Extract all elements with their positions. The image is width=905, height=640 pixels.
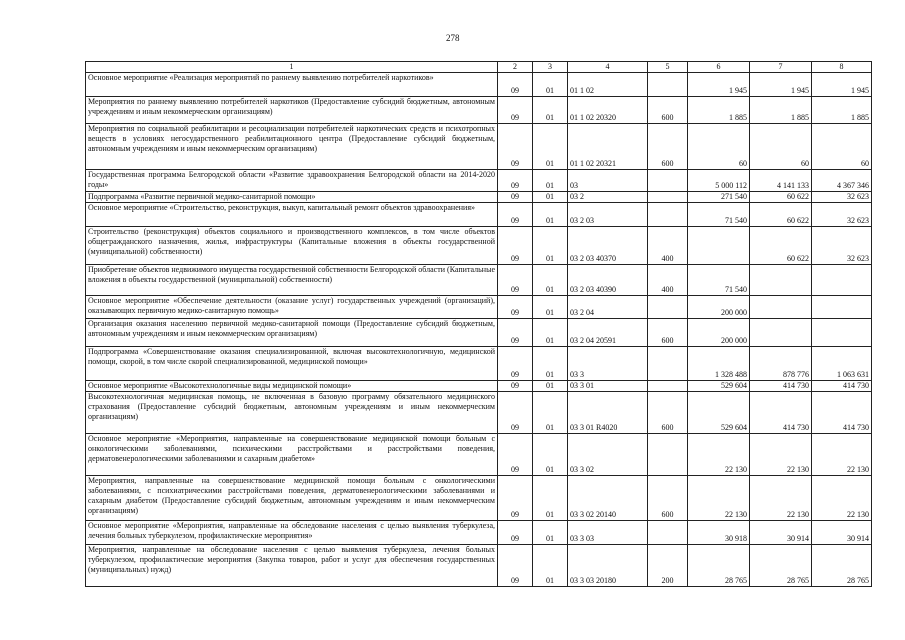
- table-row: [86, 170, 872, 192]
- cell-c5: 200: [648, 545, 688, 587]
- cell-c8: 4 367 346: [812, 170, 872, 192]
- cell-c3: 01: [533, 381, 568, 392]
- column-header: 1: [86, 62, 498, 73]
- cell-c3: 01: [533, 392, 568, 434]
- table-row: [86, 296, 872, 319]
- cell-c7: [750, 265, 812, 296]
- cell-c4: 03 3 03: [568, 521, 648, 545]
- cell-c8: 22 130: [812, 434, 872, 476]
- row-name: Основное мероприятие «Строительство, реконструкция, выкуп, капитальный ремонт объектов здравоохранения»: [86, 203, 498, 227]
- cell-c5: 600: [648, 124, 688, 170]
- cell-c8: 1 945: [812, 73, 872, 97]
- cell-c8: 1 063 631: [812, 347, 872, 381]
- cell-c6: 30 918: [688, 521, 750, 545]
- cell-c5: [648, 521, 688, 545]
- cell-c8: [812, 296, 872, 319]
- cell-c8: [812, 265, 872, 296]
- cell-c7: [750, 296, 812, 319]
- cell-c5: 600: [648, 319, 688, 347]
- cell-c2: 09: [498, 319, 533, 347]
- table-row: [86, 265, 872, 296]
- column-header: 7: [750, 62, 812, 73]
- table-row: [86, 97, 872, 124]
- cell-c2: 09: [498, 347, 533, 381]
- cell-c3: 01: [533, 545, 568, 587]
- cell-c8: 32 623: [812, 227, 872, 265]
- cell-c5: 600: [648, 97, 688, 124]
- cell-c3: 01: [533, 97, 568, 124]
- cell-c4: 01 1 02: [568, 73, 648, 97]
- cell-c6: 22 130: [688, 476, 750, 521]
- table-row: [86, 521, 872, 545]
- column-header: 3: [533, 62, 568, 73]
- cell-c3: 01: [533, 203, 568, 227]
- cell-c5: [648, 434, 688, 476]
- cell-c5: 600: [648, 392, 688, 434]
- cell-c7: [750, 319, 812, 347]
- cell-c2: 09: [498, 545, 533, 587]
- cell-c7: 878 776: [750, 347, 812, 381]
- table-row: [86, 203, 872, 227]
- row-name: Мероприятия, направленные на обследование населения с целью выявления туберкулеза, лечения больных туберкулезом, профилактические мероприятия (Закупка товаров, работ и услуг для обеспечения государственных (муниципальных) нужд): [86, 545, 498, 587]
- cell-c3: 01: [533, 227, 568, 265]
- cell-c5: [648, 203, 688, 227]
- cell-c6: 200 000: [688, 296, 750, 319]
- table-row: [86, 124, 872, 170]
- cell-c8: 414 730: [812, 392, 872, 434]
- cell-c2: 09: [498, 265, 533, 296]
- row-name: Основное мероприятие «Реализация мероприятий по раннему выявлению потребителей наркотиков»: [86, 73, 498, 97]
- cell-c7: 60 622: [750, 227, 812, 265]
- cell-c2: 09: [498, 392, 533, 434]
- column-header: 5: [648, 62, 688, 73]
- cell-c2: 09: [498, 124, 533, 170]
- cell-c8: 60: [812, 124, 872, 170]
- cell-c2: 09: [498, 73, 533, 97]
- table-row: [86, 392, 872, 434]
- cell-c4: 03 2: [568, 192, 648, 203]
- cell-c4: 03 3 01 R4020: [568, 392, 648, 434]
- cell-c7: 1 945: [750, 73, 812, 97]
- cell-c3: 01: [533, 521, 568, 545]
- row-name: Подпрограмма «Совершенствование оказания специализированной, включая высокотехнологичную, медицинской помощи, скорой, в том числе скорой специализированной, медицинской помощи»: [86, 347, 498, 381]
- row-name: Строительство (реконструкция) объектов социального и производственного комплексов, в том числе объектов общегражданского назначения, жилья, инфраструктуры (Капитальные вложения в объекты государственной (муниципальной) собственности): [86, 227, 498, 265]
- cell-c7: 4 141 133: [750, 170, 812, 192]
- table-row: [86, 434, 872, 476]
- cell-c7: 60 622: [750, 203, 812, 227]
- cell-c3: 01: [533, 265, 568, 296]
- cell-c6: 28 765: [688, 545, 750, 587]
- table-row: [86, 545, 872, 587]
- table-row: [86, 319, 872, 347]
- cell-c6: 5 000 112: [688, 170, 750, 192]
- cell-c8: 22 130: [812, 476, 872, 521]
- cell-c7: 1 885: [750, 97, 812, 124]
- table-row: [86, 347, 872, 381]
- table-row: [86, 476, 872, 521]
- cell-c4: 03 3: [568, 347, 648, 381]
- cell-c5: [648, 73, 688, 97]
- cell-c3: 01: [533, 434, 568, 476]
- cell-c3: 01: [533, 192, 568, 203]
- cell-c7: 60: [750, 124, 812, 170]
- cell-c2: 09: [498, 434, 533, 476]
- cell-c8: 32 623: [812, 192, 872, 203]
- cell-c8: 30 914: [812, 521, 872, 545]
- cell-c2: 09: [498, 192, 533, 203]
- row-name: Организация оказания населению первичной медико-санитарной помощи (Предоставление субсидий бюджетным, автономным учреждениям и иным некоммерческим организациям): [86, 319, 498, 347]
- cell-c6: 71 540: [688, 265, 750, 296]
- cell-c5: [648, 347, 688, 381]
- cell-c3: 01: [533, 73, 568, 97]
- cell-c4: 03 2 03 40370: [568, 227, 648, 265]
- cell-c7: 28 765: [750, 545, 812, 587]
- cell-c6: 1 328 488: [688, 347, 750, 381]
- table-row: [86, 192, 872, 203]
- cell-c4: 01 1 02 20321: [568, 124, 648, 170]
- cell-c4: 03 3 02: [568, 434, 648, 476]
- cell-c2: 09: [498, 476, 533, 521]
- cell-c4: 03 2 03: [568, 203, 648, 227]
- cell-c5: [648, 296, 688, 319]
- table-row: [86, 73, 872, 97]
- header-row: [86, 62, 872, 73]
- cell-c6: 271 540: [688, 192, 750, 203]
- cell-c3: 01: [533, 170, 568, 192]
- cell-c4: 03 3 01: [568, 381, 648, 392]
- row-name: Основное мероприятие «Мероприятия, направленные на совершенствование медицинской помощи больным с онкологическими заболеваниями, психическими расстройствами и расстройствами поведения, дерматовенерологическими заболеваниями и сахарным диабетом»: [86, 434, 498, 476]
- cell-c4: 03: [568, 170, 648, 192]
- row-name: Государственная программа Белгородской области «Развитие здравоохранения Белгородской области на 2014-2020 годы»: [86, 170, 498, 192]
- cell-c4: 03 2 04 20591: [568, 319, 648, 347]
- cell-c3: 01: [533, 476, 568, 521]
- row-name: Мероприятия по социальной реабилитации и ресоциализации потребителей наркотических средств и психотропных веществ в условиях негосударственного реабилитационного центра (Предоставление субсидий бюджетным, автономным учреждениям и иным некоммерческим организациям): [86, 124, 498, 170]
- cell-c3: 01: [533, 319, 568, 347]
- cell-c4: 03 3 02 20140: [568, 476, 648, 521]
- row-name: Приобретение объектов недвижимого имущества государственной собственности Белгородской области (Капитальные вложения в объекты государственной (муниципальной) собственности): [86, 265, 498, 296]
- row-name: Подпрограмма «Развитие первичной медико-санитарной помощи»: [86, 192, 498, 203]
- cell-c6: 1 945: [688, 73, 750, 97]
- cell-c2: 09: [498, 97, 533, 124]
- cell-c8: 32 623: [812, 203, 872, 227]
- cell-c5: 600: [648, 476, 688, 521]
- cell-c7: 60 622: [750, 192, 812, 203]
- cell-c2: 09: [498, 227, 533, 265]
- cell-c6: 200 000: [688, 319, 750, 347]
- row-name: Основное мероприятие «Мероприятия, направленные на обследование населения с целью выявления туберкулеза, лечения больных туберкулезом, профилактические мероприятия»: [86, 521, 498, 545]
- cell-c6: 1 885: [688, 97, 750, 124]
- cell-c3: 01: [533, 296, 568, 319]
- cell-c5: 400: [648, 265, 688, 296]
- column-header: 2: [498, 62, 533, 73]
- cell-c3: 01: [533, 124, 568, 170]
- cell-c8: [812, 319, 872, 347]
- cell-c6: 529 604: [688, 392, 750, 434]
- cell-c5: [648, 192, 688, 203]
- column-header: 4: [568, 62, 648, 73]
- column-header: 8: [812, 62, 872, 73]
- cell-c7: 22 130: [750, 476, 812, 521]
- row-name: Мероприятия по раннему выявлению потребителей наркотиков (Предоставление субсидий бюджетным, автономным учреждениям и иным некоммерческим организациям): [86, 97, 498, 124]
- cell-c4: 01 1 02 20320: [568, 97, 648, 124]
- page-number: 278: [446, 33, 460, 43]
- cell-c4: 03 2 03 40390: [568, 265, 648, 296]
- cell-c2: 09: [498, 203, 533, 227]
- row-name: Мероприятия, направленные на совершенствование медицинской помощи больным с онкологическими заболеваниями, с психиатрическими расстройствами поведения, дерматовенерологическими заболеваниями и сахарным диабетом (Предоставление субсидий бюджетным, автономным учреждениям и иным некоммерческим организациям): [86, 476, 498, 521]
- cell-c6: [688, 227, 750, 265]
- cell-c7: 414 730: [750, 392, 812, 434]
- row-name: Основное мероприятие «Обеспечение деятельности (оказание услуг) государственных учреждений (организаций), оказывающих первичную медико-санитарную помощь»: [86, 296, 498, 319]
- cell-c8: 1 885: [812, 97, 872, 124]
- cell-c6: 60: [688, 124, 750, 170]
- cell-c6: 22 130: [688, 434, 750, 476]
- cell-c4: 03 2 04: [568, 296, 648, 319]
- row-name: Высокотехнологичная медицинская помощь, не включенная в базовую программу обязательного медицинского страхования (Предоставление субсидий бюджетным, автономным учреждениям и иным некоммерческим организациям): [86, 392, 498, 434]
- column-header: 6: [688, 62, 750, 73]
- table-row: [86, 381, 872, 392]
- cell-c4: 03 3 03 20180: [568, 545, 648, 587]
- cell-c3: 01: [533, 347, 568, 381]
- cell-c5: [648, 381, 688, 392]
- cell-c6: 71 540: [688, 203, 750, 227]
- cell-c8: 28 765: [812, 545, 872, 587]
- cell-c5: 400: [648, 227, 688, 265]
- cell-c7: 22 130: [750, 434, 812, 476]
- budget-table: [85, 61, 872, 587]
- cell-c2: 09: [498, 296, 533, 319]
- cell-c7: 30 914: [750, 521, 812, 545]
- cell-c2: 09: [498, 521, 533, 545]
- cell-c2: 09: [498, 381, 533, 392]
- cell-c7: 414 730: [750, 381, 812, 392]
- cell-c5: [648, 170, 688, 192]
- row-name: Основное мероприятие «Высокотехнологичные виды медицинской помощи»: [86, 381, 498, 392]
- cell-c6: 529 604: [688, 381, 750, 392]
- cell-c2: 09: [498, 170, 533, 192]
- cell-c8: 414 730: [812, 381, 872, 392]
- table-row: [86, 227, 872, 265]
